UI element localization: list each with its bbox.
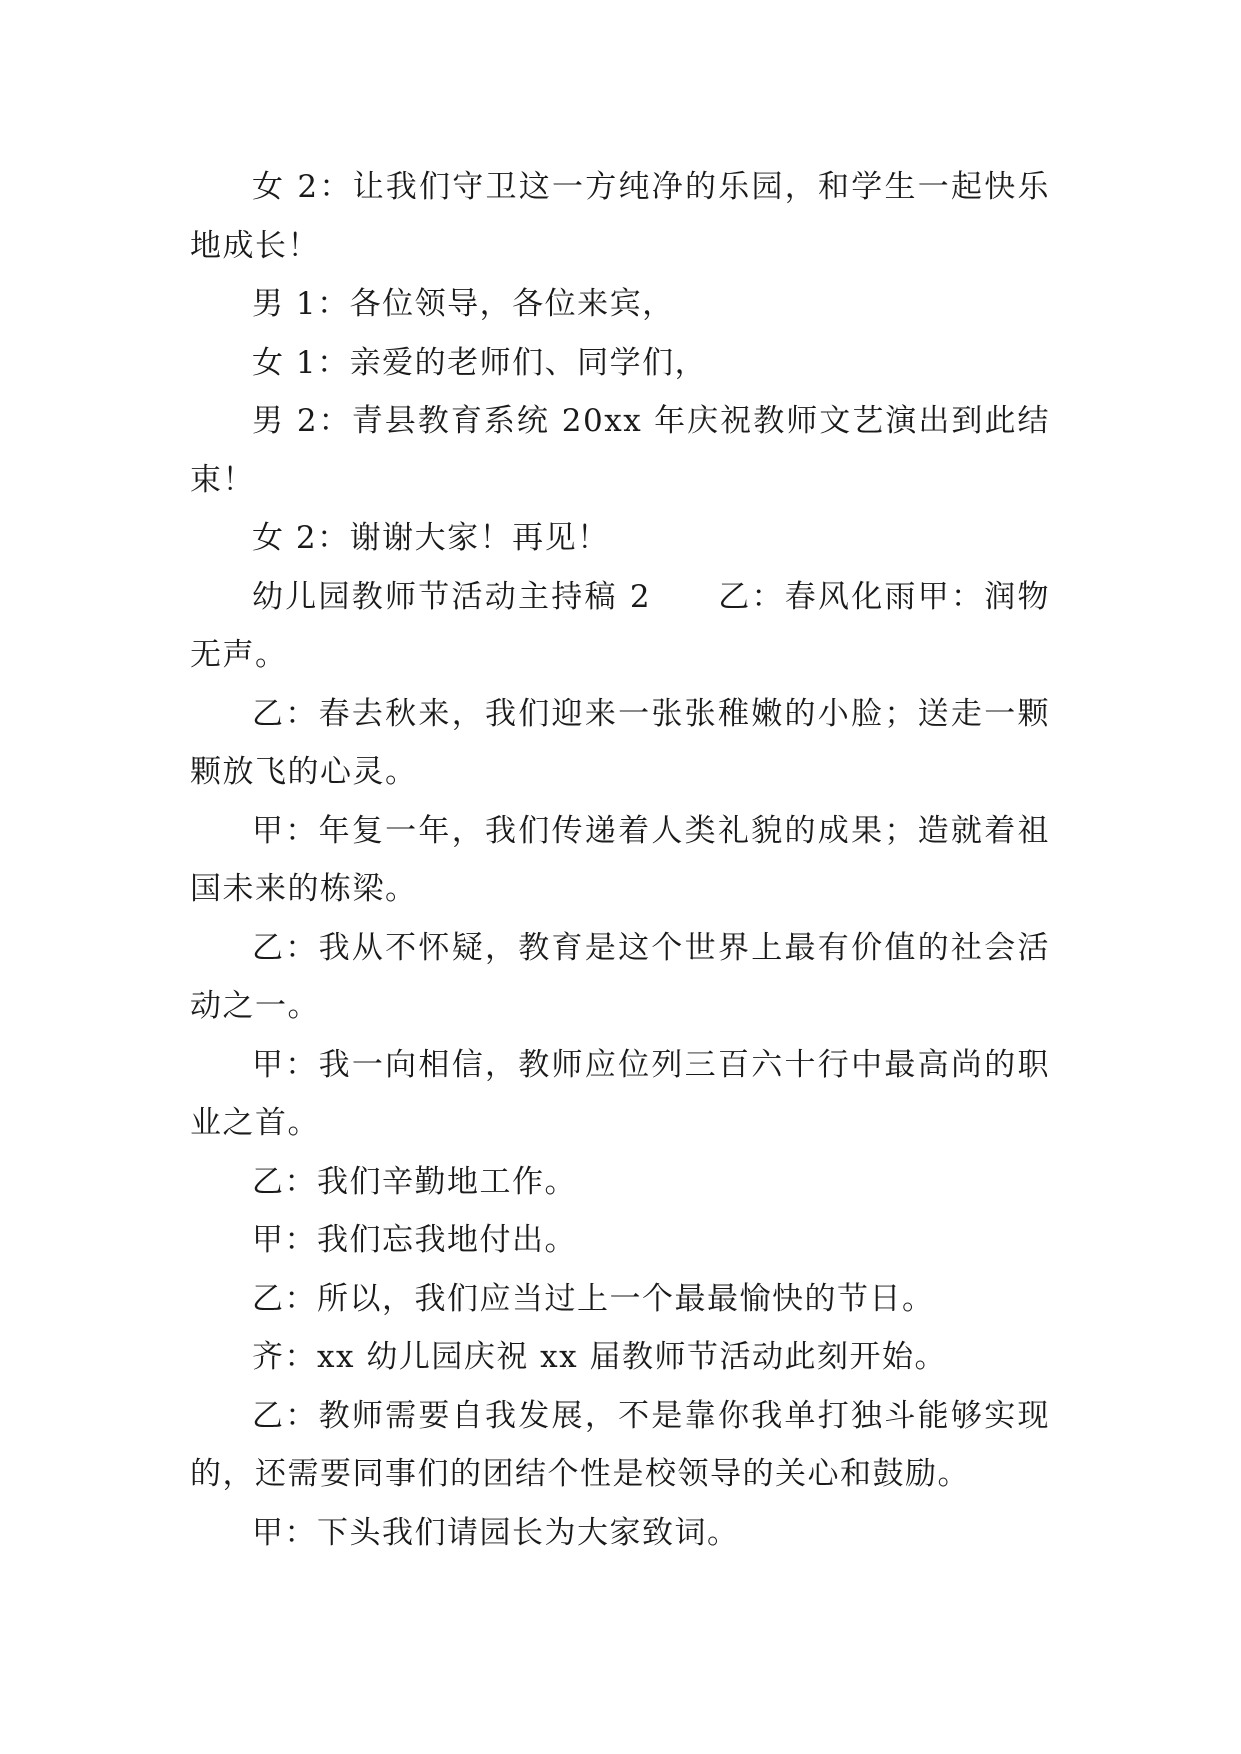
document-body xyxy=(190,158,1050,1562)
paragraph-13: 乙：所以，我们应当过上一个最最愉快的节日。 xyxy=(252,1280,935,1317)
paragraph-1: 女 2：让我们守卫这一方纯净的乐园，和学生一起快乐地成长！ xyxy=(190,169,1050,264)
paragraph-8: 甲：年复一年，我们传递着人类礼貌的成果；造就着祖国未来的栋梁。 xyxy=(190,812,1050,907)
paragraph-4: 男 2：青县教育系统 20xx 年庆祝教师文艺演出到此结束！ xyxy=(190,403,1050,498)
paragraph-16: 甲：下头我们请园长为大家致词。 xyxy=(252,1514,740,1551)
paragraph-6: 幼儿园教师节活动主持稿 2 乙：春风化雨甲：润物无声。 xyxy=(190,578,1050,673)
paragraph-9: 乙：我从不怀疑，教育是这个世界上最有价值的社会活动之一。 xyxy=(190,929,1050,1024)
paragraph-10: 甲：我一向相信，教师应位列三百六十行中最高尚的职业之首。 xyxy=(190,1046,1050,1141)
paragraph-14: 齐：xx 幼儿园庆祝 xx 届教师节活动此刻开始。 xyxy=(252,1339,947,1375)
paragraph-5: 女 2：谢谢大家！再见！ xyxy=(252,520,610,556)
paragraph-7: 乙：春去秋来，我们迎来一张张稚嫩的小脸；送走一颗颗放飞的心灵。 xyxy=(190,695,1050,790)
paragraph-3: 女 1：亲爱的老师们、同学们， xyxy=(252,344,708,381)
paragraph-2: 男 1：各位领导，各位来宾， xyxy=(252,286,675,322)
paragraph-15: 乙：教师需要自我发展，不是靠你我单打独斗能够实现的，还需要同事们的团结个性是校领导的关心和鼓励。 xyxy=(190,1397,1050,1492)
paragraph-11: 乙：我们辛勤地工作。 xyxy=(252,1163,577,1200)
paragraph-12: 甲：我们忘我地付出。 xyxy=(252,1222,577,1258)
